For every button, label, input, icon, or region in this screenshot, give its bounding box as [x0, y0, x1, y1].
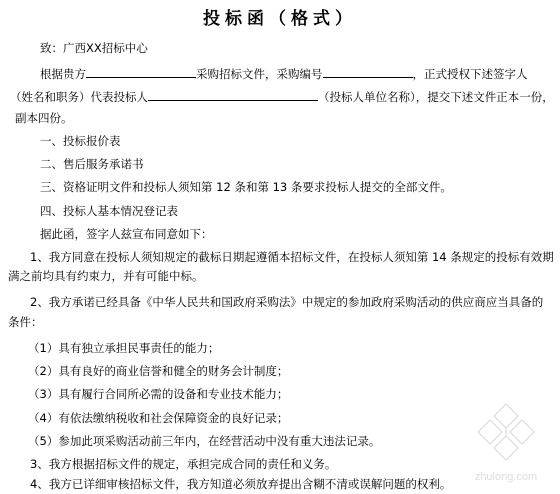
paragraph-1-part-3: ，正式授权下述签字人: [412, 67, 528, 81]
zhulong-watermark-logo: [460, 400, 552, 488]
blank-buyer: [86, 65, 196, 78]
list-item: 一、投标报价表: [40, 134, 121, 148]
clause-3: 3、我方根据招标文件的规定，承担完成合同的责任和义务。: [30, 457, 337, 471]
list-item: 四、投标人基本情况登记表: [40, 204, 178, 218]
clause-2-line-2: 条件：: [8, 315, 43, 329]
list-item: 三、资格证明文件和投标人须知第 12 条和第 13 条要求投标人提交的全部文件。: [40, 180, 452, 194]
paragraph-3: 副本四份。: [15, 111, 73, 125]
blank-procurement-number: [323, 65, 413, 78]
paragraph-2-part-2: （投标人单位名称），提交下述文件正本一份，: [318, 90, 554, 104]
salutation: 致：广西XX招标中心: [40, 41, 148, 55]
paragraph-1-part-2: 采购招标文件，采购编号: [196, 67, 323, 81]
blank-bidder-name: [148, 88, 318, 101]
paragraph-1-part-1: 根据贵方: [40, 67, 86, 81]
document-title: 投标函（格式）: [203, 9, 357, 29]
watermark-text: zhulong.com: [474, 471, 538, 483]
paragraph-2-part-1: （姓名和职务）代表投标人: [10, 90, 148, 104]
condition-item: （5）参加此项采购活动前三年内，在经营活动中没有重大违法记录。: [28, 434, 381, 448]
paragraph-2: [10, 88, 554, 105]
condition-item: （2）具有良好的商业信誉和健全的财务会计制度；: [28, 364, 289, 378]
condition-item: （4）有依法缴纳税收和社会保障资金的良好记录；: [28, 411, 289, 425]
clause-2-line-1: 2、我方承诺已经具备《中华人民共和国政府采购法》中规定的参加政府采购活动的供应商应当具备的: [30, 295, 544, 309]
condition-item: （1）具有独立承担民事责任的能力；: [28, 341, 220, 355]
clause-1-line-1: 1、我方同意在投标人须知规定的截标日期起遵循本招标文件，在投标人须知第 14 条规定的投标有效期: [30, 250, 554, 264]
clause-1-line-2: 满之前均具有约束力，并有可能中标。: [8, 269, 204, 283]
condition-item: （3）具有履行合同所必需的设备和专业技术能力；: [28, 387, 289, 401]
declaration: 据此函，签字人兹宣布同意如下：: [40, 227, 213, 241]
list-item: 二、售后服务承诺书: [40, 157, 144, 171]
clause-4: 4、我方已详细审核招标文件，我方知道必须放弃提出含糊不清或误解问题的权利。: [30, 477, 452, 491]
paragraph-1: [40, 65, 528, 82]
